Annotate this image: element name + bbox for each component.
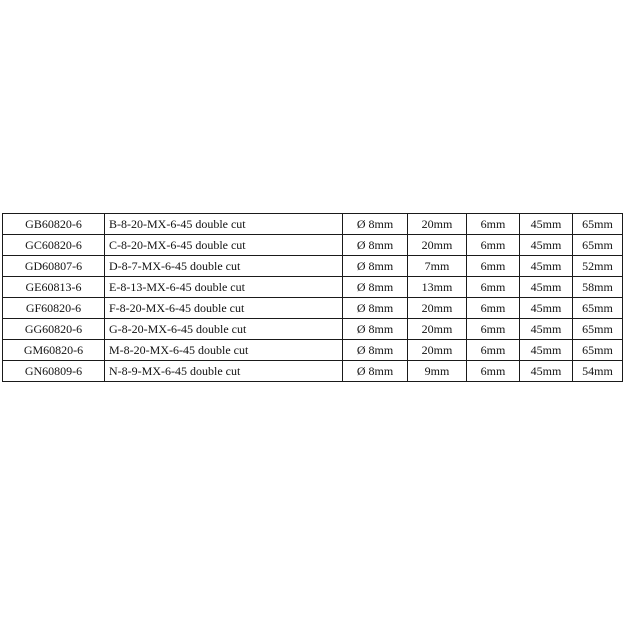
cut-length-cell: 7mm [408,256,467,277]
product-description-cell: F-8-20-MX-6-45 double cut [105,298,343,319]
dimension-cell: 45mm [520,235,573,256]
product-code-cell: GD60807-6 [3,256,105,277]
shank-cell: 6mm [467,361,520,382]
total-length-cell: 65mm [573,319,623,340]
total-length-cell: 52mm [573,256,623,277]
shank-cell: 6mm [467,214,520,235]
shank-cell: 6mm [467,256,520,277]
diameter-cell: Ø 8mm [343,214,408,235]
diameter-cell: Ø 8mm [343,298,408,319]
table-row [3,277,623,298]
product-description-cell: G-8-20-MX-6-45 double cut [105,319,343,340]
table-row [3,214,623,235]
product-spec-table [2,213,623,382]
diameter-cell: Ø 8mm [343,235,408,256]
dimension-cell: 45mm [520,361,573,382]
cut-length-cell: 20mm [408,298,467,319]
diameter-cell: Ø 8mm [343,256,408,277]
cut-length-cell: 13mm [408,277,467,298]
cut-length-cell: 20mm [408,340,467,361]
diameter-cell: Ø 8mm [343,319,408,340]
table-row [3,361,623,382]
product-description-cell: M-8-20-MX-6-45 double cut [105,340,343,361]
cut-length-cell: 20mm [408,214,467,235]
product-description-cell: B-8-20-MX-6-45 double cut [105,214,343,235]
product-code-cell: GC60820-6 [3,235,105,256]
shank-cell: 6mm [467,298,520,319]
product-code-cell: GB60820-6 [3,214,105,235]
diameter-cell: Ø 8mm [343,361,408,382]
product-code-cell: GE60813-6 [3,277,105,298]
shank-cell: 6mm [467,277,520,298]
product-description-cell: C-8-20-MX-6-45 double cut [105,235,343,256]
product-description-cell: E-8-13-MX-6-45 double cut [105,277,343,298]
dimension-cell: 45mm [520,298,573,319]
shank-cell: 6mm [467,340,520,361]
diameter-cell: Ø 8mm [343,277,408,298]
dimension-cell: 45mm [520,277,573,298]
table-row [3,340,623,361]
dimension-cell: 45mm [520,214,573,235]
total-length-cell: 54mm [573,361,623,382]
shank-cell: 6mm [467,319,520,340]
dimension-cell: 45mm [520,319,573,340]
total-length-cell: 65mm [573,340,623,361]
table-row [3,235,623,256]
total-length-cell: 65mm [573,298,623,319]
product-code-cell: GM60820-6 [3,340,105,361]
table-row [3,298,623,319]
cut-length-cell: 9mm [408,361,467,382]
total-length-cell: 58mm [573,277,623,298]
table-row [3,319,623,340]
product-code-cell: GG60820-6 [3,319,105,340]
dimension-cell: 45mm [520,256,573,277]
cut-length-cell: 20mm [408,319,467,340]
cut-length-cell: 20mm [408,235,467,256]
product-description-cell: N-8-9-MX-6-45 double cut [105,361,343,382]
product-code-cell: GN60809-6 [3,361,105,382]
table-row [3,256,623,277]
dimension-cell: 45mm [520,340,573,361]
total-length-cell: 65mm [573,235,623,256]
diameter-cell: Ø 8mm [343,340,408,361]
shank-cell: 6mm [467,235,520,256]
product-code-cell: GF60820-6 [3,298,105,319]
total-length-cell: 65mm [573,214,623,235]
product-description-cell: D-8-7-MX-6-45 double cut [105,256,343,277]
